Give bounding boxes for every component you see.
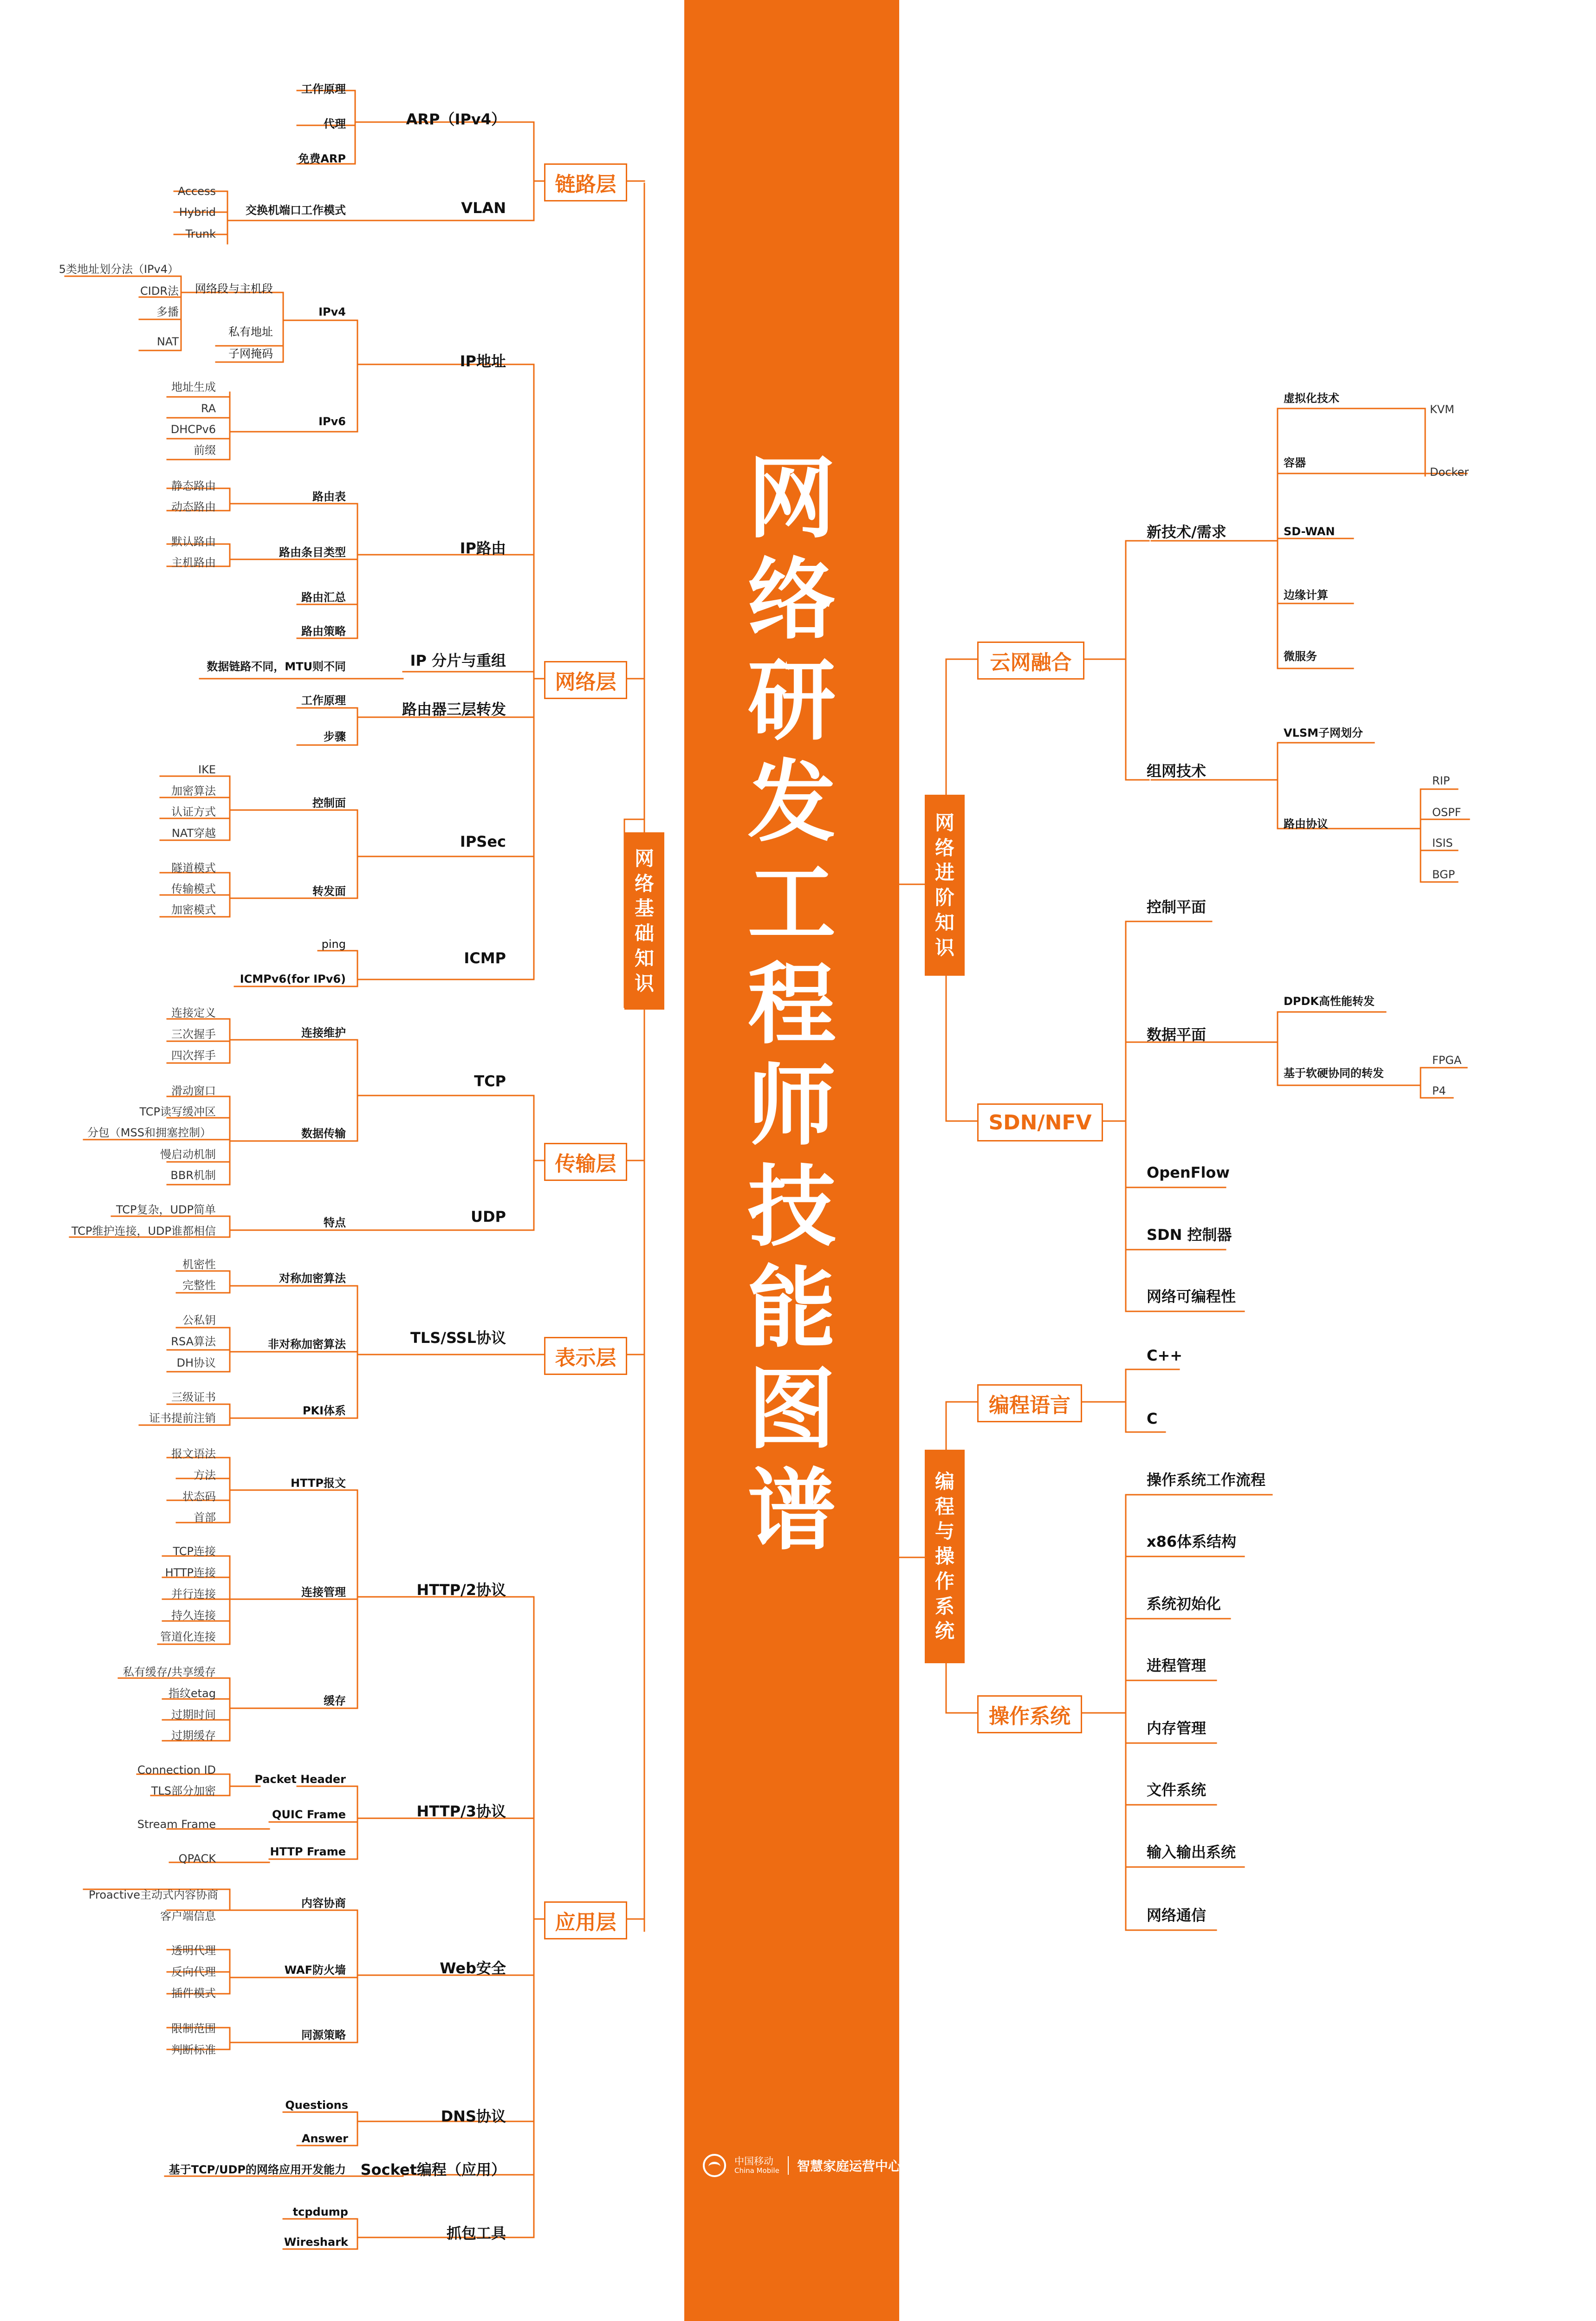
leaf-static-route: 静态路由 bbox=[171, 480, 216, 493]
topic-ip-address: IP地址 bbox=[460, 352, 506, 370]
sub-vlsm: VLSM子网划分 bbox=[1284, 726, 1363, 739]
sub-data-transfer: 数据传输 bbox=[301, 1127, 346, 1140]
category-char: 识 bbox=[634, 972, 654, 995]
sub-symmetric-encryption: 对称加密算法 bbox=[279, 1272, 346, 1285]
leaf-docker: Docker bbox=[1430, 466, 1469, 479]
sub-socket-capability: 基于TCP/UDP的网络应用开发能力 bbox=[169, 2163, 346, 2176]
leaf-http-connection: HTTP连接 bbox=[165, 1566, 216, 1579]
sub-forwarding-principle: 工作原理 bbox=[301, 694, 346, 707]
topic-openflow: OpenFlow bbox=[1147, 1164, 1230, 1181]
sub-microservices: 微服务 bbox=[1284, 650, 1317, 663]
sub-virtualization: 虚拟化技术 bbox=[1284, 392, 1339, 405]
leaf-three-level-cert: 三级证书 bbox=[171, 1391, 216, 1404]
leaf-dh: DH协议 bbox=[176, 1356, 216, 1369]
sub-pki: PKI体系 bbox=[302, 1404, 346, 1417]
group-sdn-nfv: SDN/NFV bbox=[977, 1103, 1103, 1141]
topic-vlan: VLAN bbox=[461, 199, 506, 217]
leaf-nat-traversal: NAT穿越 bbox=[171, 827, 216, 840]
topic-tcp: TCP bbox=[474, 1072, 506, 1090]
sub-private-address: 私有地址 bbox=[228, 325, 273, 338]
category-char: 阶 bbox=[934, 886, 954, 909]
sub-tcpdump: tcpdump bbox=[292, 2205, 348, 2218]
topic-os-workflow: 操作系统工作流程 bbox=[1147, 1471, 1266, 1489]
sub-cache: 缓存 bbox=[324, 1694, 346, 1707]
sub-ping: ping bbox=[321, 938, 346, 951]
leaf-encryption-algorithm: 加密算法 bbox=[171, 784, 216, 797]
topic-http3: HTTP/3协议 bbox=[416, 1802, 506, 1820]
title-char: 工 bbox=[747, 852, 836, 955]
topic-file-system: 文件系统 bbox=[1147, 1781, 1207, 1799]
sub-udp-features: 特点 bbox=[324, 1216, 346, 1229]
leaf-isis: ISIS bbox=[1432, 836, 1453, 849]
leaf-headers: 首部 bbox=[194, 1511, 216, 1524]
topic-tls-ssl: TLS/SSL协议 bbox=[410, 1329, 506, 1347]
title-char: 技 bbox=[747, 1156, 836, 1258]
leaf-segmentation: 分包（MSS和拥塞控制） bbox=[87, 1126, 211, 1139]
category-char: 络 bbox=[634, 872, 654, 895]
leaf-etag: 指纹etag bbox=[168, 1687, 216, 1700]
leaf-three-way-handshake: 三次握手 bbox=[171, 1028, 216, 1041]
footer bbox=[703, 2154, 901, 2177]
leaf-tcp-complex-udp-simple: TCP复杂，UDP简单 bbox=[116, 1203, 216, 1216]
leaf-proactive-negotiation: Proactive主动式内容协商 bbox=[88, 1888, 218, 1901]
sub-routing-table: 路由表 bbox=[312, 490, 346, 503]
leaf-persistent-connection: 持久连接 bbox=[171, 1609, 216, 1622]
category-char: 系 bbox=[934, 1595, 954, 1618]
leaf-transparent-proxy: 透明代理 bbox=[171, 1944, 216, 1957]
leaf-reverse-proxy: 反向代理 bbox=[171, 1965, 216, 1978]
leaf-multicast: 多播 bbox=[156, 305, 179, 318]
leaf-connection-id: Connection ID bbox=[137, 1763, 216, 1776]
leaf-tcp-connection: TCP连接 bbox=[173, 1545, 216, 1558]
leaf-slow-start: 慢启动机制 bbox=[160, 1148, 216, 1161]
category-network-advanced bbox=[925, 795, 965, 976]
brand bbox=[734, 2156, 779, 2175]
leaf-classful-addressing: 5类地址划分法（IPv4） bbox=[58, 263, 179, 276]
title-char: 程 bbox=[747, 953, 836, 1056]
leaf-dhcpv6: DHCPv6 bbox=[170, 423, 216, 436]
topic-web-security: Web安全 bbox=[440, 1959, 506, 1977]
topic-packet-capture: 抓包工具 bbox=[446, 2224, 506, 2242]
topic-ip-fragmentation: IP 分片与重组 bbox=[410, 652, 506, 669]
sub-mtu-note: 数据链路不同，MTU则不同 bbox=[207, 660, 346, 673]
leaf-sliding-window: 滑动窗口 bbox=[171, 1084, 216, 1097]
leaf-tcp-udp-trust: TCP维护连接，UDP谁都相信 bbox=[71, 1225, 216, 1238]
title-char: 能 bbox=[747, 1257, 836, 1360]
topic-control-plane: 控制平面 bbox=[1147, 898, 1207, 916]
leaf-trunk: Trunk bbox=[185, 227, 216, 240]
category-char: 编 bbox=[934, 1470, 954, 1493]
topic-icmp: ICMP bbox=[464, 949, 506, 967]
sub-route-entry-types: 路由条目类型 bbox=[279, 546, 346, 559]
leaf-authentication: 认证方式 bbox=[171, 805, 216, 818]
group-cloud-network: 云网融合 bbox=[977, 642, 1084, 680]
leaf-bgp: BGP bbox=[1432, 868, 1455, 881]
leaf-ike: IKE bbox=[198, 763, 216, 776]
leaf-confidentiality: 机密性 bbox=[182, 1258, 216, 1271]
sub-switch-port-mode: 交换机端口工作模式 bbox=[246, 204, 346, 217]
category-char: 作 bbox=[934, 1569, 954, 1593]
sub-connection-maintenance: 连接维护 bbox=[301, 1026, 346, 1039]
category-network-basics bbox=[624, 832, 664, 1010]
topic-c: C bbox=[1147, 1410, 1158, 1427]
category-char: 进 bbox=[934, 861, 954, 884]
leaf-stream-frame: Stream Frame bbox=[137, 1818, 216, 1831]
sub-icmpv6: ICMPv6(for IPv6) bbox=[240, 972, 346, 985]
topic-socket: Socket编程（应用） bbox=[360, 2161, 506, 2178]
topic-http2: HTTP/2协议 bbox=[416, 1581, 506, 1599]
category-char: 与 bbox=[934, 1520, 954, 1543]
sub-dpdk: DPDK高性能转发 bbox=[1284, 995, 1375, 1008]
leaf-pipelined-connection: 管道化连接 bbox=[160, 1630, 216, 1643]
leaf-fpga: FPGA bbox=[1432, 1054, 1462, 1067]
group-operating-system: 操作系统 bbox=[977, 1695, 1082, 1733]
category-char: 础 bbox=[634, 922, 654, 945]
topic-cpp: C++ bbox=[1147, 1347, 1183, 1364]
topic-arp: ARP（IPv4） bbox=[406, 110, 506, 128]
layer-link: 链路层 bbox=[544, 163, 627, 201]
sub-routing-protocol: 路由协议 bbox=[1284, 817, 1328, 830]
leaf-bbr: BBR机制 bbox=[170, 1169, 216, 1182]
leaf-p4: P4 bbox=[1432, 1084, 1446, 1097]
leaf-transport-mode: 传输模式 bbox=[171, 882, 216, 895]
sub-dns-questions: Questions bbox=[285, 2099, 348, 2112]
title-char: 络 bbox=[747, 549, 836, 651]
china-mobile-logo-icon bbox=[703, 2154, 726, 2177]
category-programming-os bbox=[925, 1450, 965, 1663]
leaf-ra: RA bbox=[201, 402, 216, 415]
leaf-tls-partial-encryption: TLS部分加密 bbox=[151, 1784, 216, 1797]
sub-hw-sw-forwarding: 基于软硬协同的转发 bbox=[1284, 1067, 1384, 1080]
category-char: 统 bbox=[934, 1620, 954, 1643]
layer-network: 网络层 bbox=[544, 661, 627, 699]
topic-sdn-controller: SDN 控制器 bbox=[1147, 1226, 1232, 1244]
sub-route-summary: 路由汇总 bbox=[301, 591, 346, 604]
category-char: 网 bbox=[634, 847, 654, 870]
sub-arp-proxy: 代理 bbox=[324, 117, 346, 130]
leaf-hybrid: Hybrid bbox=[179, 206, 216, 219]
layer-presentation: 表示层 bbox=[544, 1337, 627, 1375]
category-char: 基 bbox=[634, 897, 654, 920]
topic-network-communication: 网络通信 bbox=[1147, 1906, 1207, 1924]
sub-same-origin-policy: 同源策略 bbox=[301, 2029, 346, 2042]
topic-ip-routing: IP路由 bbox=[460, 539, 506, 557]
leaf-rip: RIP bbox=[1432, 774, 1450, 787]
sub-arp-gratuitous: 免费ARP bbox=[298, 152, 346, 165]
sub-packet-header: Packet Header bbox=[254, 1773, 346, 1786]
topic-udp: UDP bbox=[471, 1208, 506, 1225]
brand-en: China Mobile bbox=[734, 2166, 779, 2175]
leaf-cert-revocation: 证书提前注销 bbox=[149, 1412, 216, 1425]
leaf-stale-cache: 过期缓存 bbox=[171, 1729, 216, 1742]
leaf-address-generation: 地址生成 bbox=[171, 381, 216, 394]
title-char: 谱 bbox=[747, 1459, 836, 1562]
leaf-rsa: RSA算法 bbox=[171, 1335, 216, 1348]
category-char: 识 bbox=[934, 936, 954, 959]
topic-data-plane: 数据平面 bbox=[1147, 1026, 1207, 1044]
topic-process-management: 进程管理 bbox=[1147, 1657, 1207, 1674]
sub-quic-frame: QUIC Frame bbox=[272, 1808, 346, 1821]
sub-http-frame: HTTP Frame bbox=[270, 1845, 346, 1858]
leaf-judgment-criteria: 判断标准 bbox=[171, 2043, 216, 2056]
title-char: 发 bbox=[747, 751, 836, 854]
leaf-encryption-mode: 加密模式 bbox=[171, 903, 216, 916]
sub-subnet-mask: 子网掩码 bbox=[228, 347, 273, 360]
sub-waf: WAF防火墙 bbox=[284, 1964, 346, 1977]
sub-edge-computing: 边缘计算 bbox=[1284, 589, 1328, 602]
leaf-private-shared-cache: 私有缓存/共享缓存 bbox=[123, 1666, 216, 1679]
sub-network-host-part: 网络段与主机段 bbox=[195, 282, 273, 295]
category-char: 操 bbox=[934, 1545, 954, 1568]
leaf-key-pair: 公私钥 bbox=[182, 1314, 216, 1327]
brand-cn: 中国移动 bbox=[734, 2156, 773, 2167]
leaf-restriction-scope: 限制范围 bbox=[171, 2022, 216, 2035]
sub-forwarding-plane: 转发面 bbox=[312, 885, 346, 898]
leaf-access: Access bbox=[177, 185, 216, 198]
sub-container: 容器 bbox=[1284, 456, 1306, 469]
sub-route-policy: 路由策略 bbox=[301, 625, 346, 638]
layer-transport: 传输层 bbox=[544, 1143, 627, 1181]
topic-networking-tech: 组网技术 bbox=[1147, 762, 1207, 780]
leaf-expiration: 过期时间 bbox=[171, 1708, 216, 1721]
category-char: 网 bbox=[934, 811, 954, 834]
leaf-message-syntax: 报文语法 bbox=[171, 1447, 216, 1460]
topic-router-forwarding: 路由器三层转发 bbox=[402, 700, 506, 718]
leaf-nat: NAT bbox=[156, 335, 179, 348]
sub-forwarding-steps: 步骤 bbox=[324, 730, 346, 743]
sub-wireshark: Wireshark bbox=[284, 2236, 348, 2249]
leaf-host-route: 主机路由 bbox=[171, 556, 216, 569]
leaf-connection-definition: 连接定义 bbox=[171, 1006, 216, 1019]
sub-connection-management: 连接管理 bbox=[301, 1586, 346, 1599]
leaf-cidr: CIDR法 bbox=[140, 285, 179, 298]
leaf-parallel-connection: 并行连接 bbox=[171, 1588, 216, 1601]
group-programming-language: 编程语言 bbox=[977, 1384, 1082, 1422]
sub-ipv4: IPv4 bbox=[318, 305, 346, 318]
layer-application: 应用层 bbox=[544, 1901, 627, 1939]
leaf-integrity: 完整性 bbox=[182, 1279, 216, 1292]
sub-control-plane: 控制面 bbox=[312, 797, 346, 810]
title-char: 网 bbox=[747, 447, 836, 550]
topic-programmability: 网络可编程性 bbox=[1147, 1288, 1236, 1305]
sub-content-negotiation: 内容协商 bbox=[301, 1897, 346, 1910]
leaf-tunnel-mode: 隧道模式 bbox=[171, 862, 216, 875]
leaf-dynamic-route: 动态路由 bbox=[171, 500, 216, 513]
leaf-default-route: 默认路由 bbox=[171, 535, 216, 548]
leaf-kvm: KVM bbox=[1430, 403, 1454, 416]
sub-ipv6: IPv6 bbox=[318, 415, 346, 428]
leaf-four-way-wave: 四次挥手 bbox=[171, 1049, 216, 1062]
page-title bbox=[684, 447, 899, 1562]
leaf-status-code: 状态码 bbox=[182, 1490, 216, 1503]
sub-dns-answer: Answer bbox=[301, 2132, 348, 2145]
category-char: 络 bbox=[934, 836, 954, 859]
category-char: 知 bbox=[634, 947, 654, 970]
category-char: 知 bbox=[934, 911, 954, 934]
sub-arp-principle: 工作原理 bbox=[301, 83, 346, 96]
leaf-prefix: 前缀 bbox=[194, 444, 216, 457]
topic-memory-management: 内存管理 bbox=[1147, 1719, 1207, 1737]
leaf-tcp-buffer: TCP读写缓冲区 bbox=[139, 1105, 216, 1118]
topic-io-system: 输入输出系统 bbox=[1147, 1843, 1236, 1861]
sub-asymmetric-encryption: 非对称加密算法 bbox=[268, 1338, 346, 1351]
title-char: 师 bbox=[747, 1055, 836, 1157]
footer-divider bbox=[788, 2156, 789, 2175]
category-char: 程 bbox=[934, 1495, 954, 1518]
topic-dns: DNS协议 bbox=[441, 2107, 506, 2125]
sub-sd-wan: SD-WAN bbox=[1284, 525, 1335, 538]
leaf-plugin-mode: 插件模式 bbox=[171, 1987, 216, 2000]
operation-center-name: 智慧家庭运营中心 bbox=[797, 2159, 901, 2174]
topic-new-tech: 新技术/需求 bbox=[1147, 523, 1226, 541]
topic-ipsec: IPSec bbox=[460, 833, 506, 850]
title-char: 研 bbox=[747, 650, 836, 752]
topic-system-init: 系统初始化 bbox=[1147, 1595, 1221, 1613]
leaf-ospf: OSPF bbox=[1432, 806, 1461, 819]
sub-http-message: HTTP报文 bbox=[291, 1477, 346, 1490]
leaf-qpack: QPACK bbox=[178, 1852, 216, 1865]
topic-x86: x86体系结构 bbox=[1147, 1533, 1237, 1550]
leaf-method: 方法 bbox=[194, 1469, 216, 1482]
leaf-client-info: 客户端信息 bbox=[160, 1910, 216, 1923]
title-char: 图 bbox=[747, 1358, 836, 1461]
